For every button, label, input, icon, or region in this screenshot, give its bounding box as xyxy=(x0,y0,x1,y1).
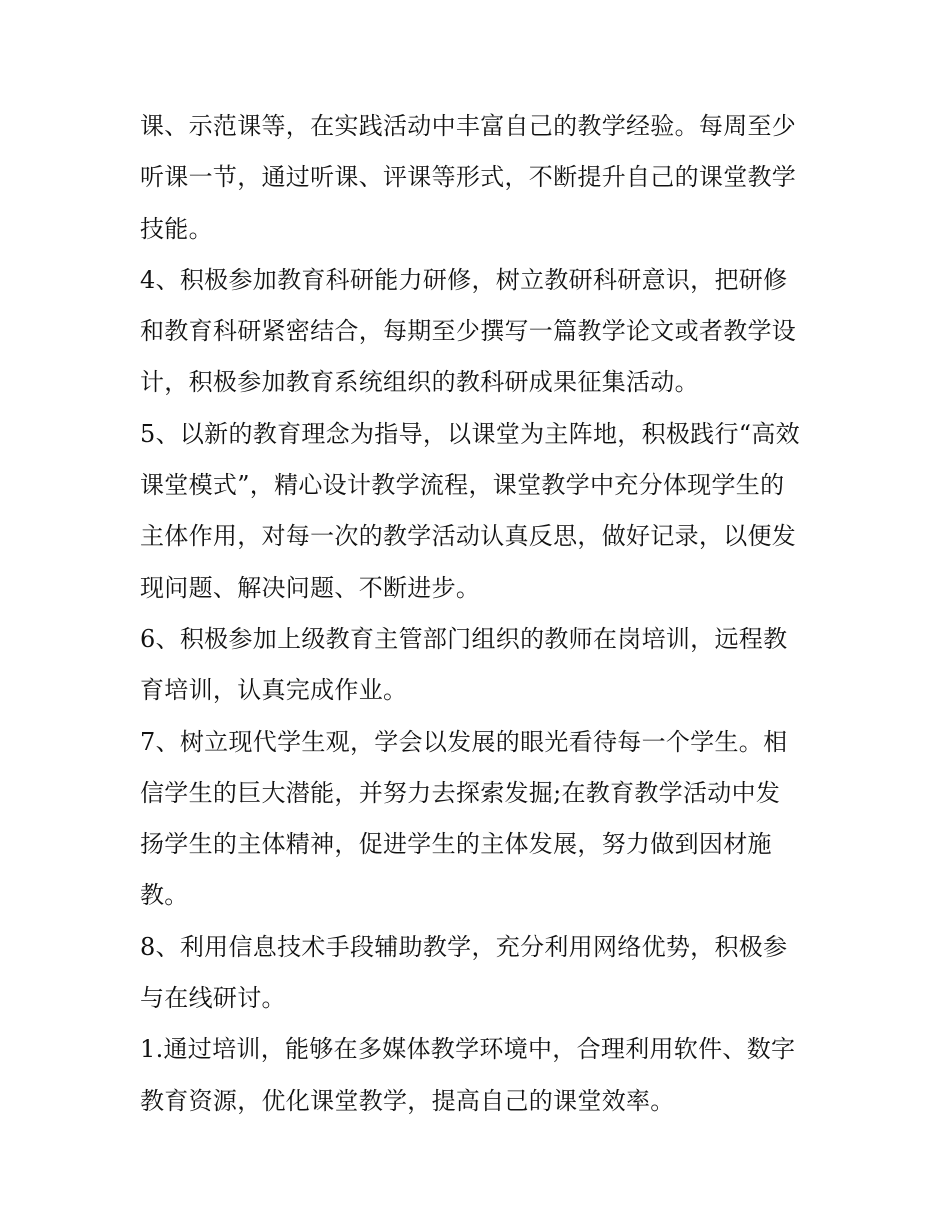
text-line: 课、示范课等，在实践活动中丰富自己的教学经验。每周至少 xyxy=(140,112,797,140)
text-line: 教育资源，优化课堂教学，提高自己的课堂效率。 xyxy=(140,1086,675,1115)
text-line: 8、利用信息技术手段辅助教学，充分利用网络优势，积极参 xyxy=(140,932,788,961)
text-line: 教。 xyxy=(140,881,189,910)
paragraph-item-5 xyxy=(140,409,820,614)
text-line: 1.通过培训，能够在多媒体教学环境中，合理利用软件、数字 xyxy=(140,1035,796,1064)
text-line: 育培训，认真完成作业。 xyxy=(140,676,408,705)
text-line: 5、以新的教育理念为指导，以课堂为主阵地，积极践行“高效 xyxy=(140,419,800,448)
paragraph-continuation xyxy=(140,101,820,255)
paragraph-item-1 xyxy=(140,1024,820,1127)
text-line: 和教育科研紧密结合，每期至少撰写一篇教学论文或者教学设 xyxy=(140,317,797,346)
text-line: 课堂模式”，精心设计教学流程，课堂教学中充分体现学生的 xyxy=(140,471,785,500)
paragraph-item-4 xyxy=(140,255,820,409)
document-body xyxy=(140,101,820,1127)
text-line: 7、树立现代学生观，学会以发展的眼光看待每一个学生。相 xyxy=(140,727,788,756)
text-line: 主体作用，对每一次的教学活动认真反思，做好记录，以便发 xyxy=(140,522,797,551)
text-line: 扬学生的主体精神，促进学生的主体发展，努力做到因材施 xyxy=(140,830,772,859)
paragraph-item-8 xyxy=(140,922,820,1025)
text-line: 与在线研讨。 xyxy=(140,984,286,1013)
text-line: 6、积极参加上级教育主管部门组织的教师在岗培训，远程教 xyxy=(140,624,788,653)
paragraph-item-7 xyxy=(140,717,820,922)
paragraph-item-6 xyxy=(140,614,820,717)
text-line: 计，积极参加教育系统组织的教科研成果征集活动。 xyxy=(140,368,699,397)
text-line: 听课一节，通过听课、评课等形式，不断提升自己的课堂教学 xyxy=(140,163,797,192)
text-line: 信学生的巨大潜能，并努力去探索发掘;在教育教学活动中发 xyxy=(140,778,781,807)
text-line: 技能。 xyxy=(140,214,213,243)
text-line: 现问题、解决问题、不断进步。 xyxy=(140,573,481,602)
text-line: 4、积极参加教育科研能力研修，树立教研科研意识，把研修 xyxy=(140,265,788,294)
